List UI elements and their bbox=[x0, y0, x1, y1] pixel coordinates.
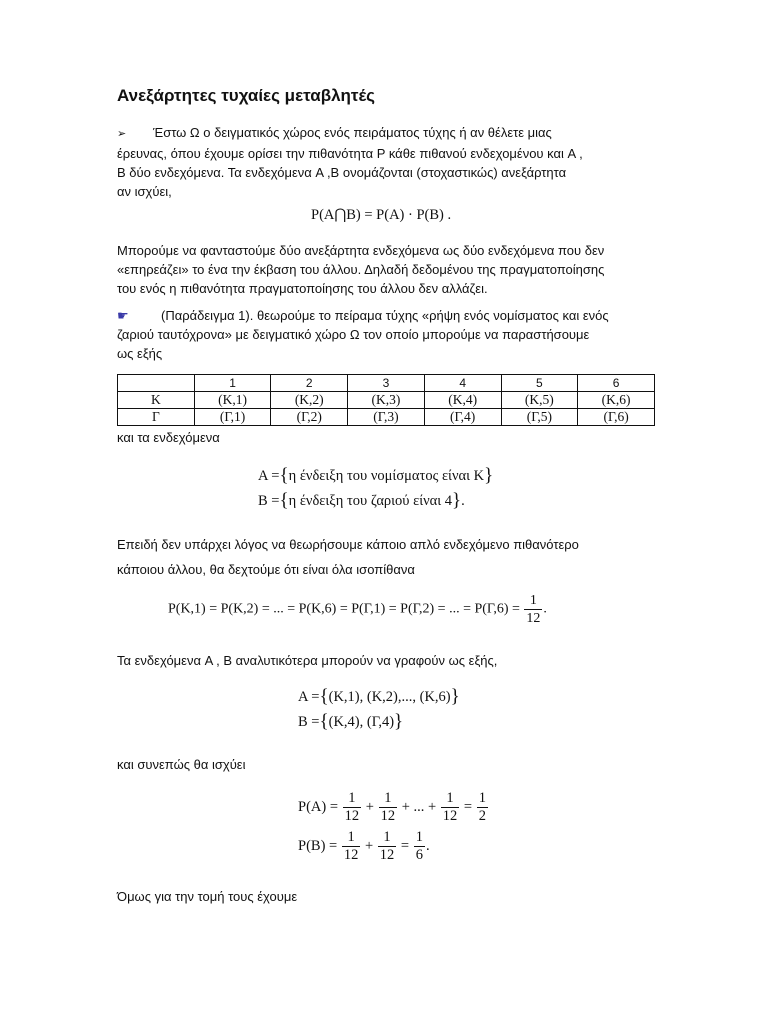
arrow-bullet-icon: ➢ bbox=[117, 128, 127, 140]
left-brace: { bbox=[319, 686, 329, 707]
example-line-1: ☛ (Παράδειγμα 1). θεωρούμε το πείραμα τύχης «ρήψη ενός νομίσματος και ενός bbox=[117, 308, 609, 323]
table-header-cell: 6 bbox=[578, 375, 655, 392]
intro-line-2: έρευνας, όπου έχουμε ορίσει την πιθανότητα P κάθε πιθανού ενδεχομένου και A , bbox=[117, 146, 583, 161]
table-header-cell: 2 bbox=[271, 375, 348, 392]
table-header-cell: 3 bbox=[348, 375, 425, 392]
table-cell: Γ bbox=[118, 409, 195, 426]
table-cell: (Κ,1) bbox=[194, 392, 271, 409]
event-b-definition: B ={η ένδειξη του ζαριού είναι 4}. bbox=[258, 490, 465, 511]
intro-line-4: αν ισχύει, bbox=[117, 184, 172, 199]
prob-a-formula: P(A) = $\frac{1}{12}$ + $\frac{1}{12}$ + ... + $\frac{1}{12}$ = $\frac{1}{2}$ bbox=[298, 790, 486, 824]
closing-text: Όμως για την τομή τους έχουμε bbox=[117, 889, 298, 904]
intuition-line-1: Μπορούμε να φανταστούμε δύο ανεξάρτητα ενδεχόμενα ως δύο ενδεχόμενα που δεν bbox=[117, 243, 605, 258]
table-header-cell: 5 bbox=[501, 375, 578, 392]
table-cell: (Γ,4) bbox=[424, 409, 501, 426]
table-header-row bbox=[118, 375, 655, 392]
intuition-line-3: του ενός η πιθανότητα πραγματοποίησης του άλλου δεν αλλάζει. bbox=[117, 281, 488, 296]
fraction: $\frac{1}{12}$ bbox=[442, 790, 458, 824]
table-cell: (Γ,1) bbox=[194, 409, 271, 426]
table-row bbox=[118, 392, 655, 409]
table-cell: (Κ,4) bbox=[424, 392, 501, 409]
intro-line-1: ➢ Έστω Ω ο δειγματικός χώρος ενός πειράματος τύχης ή αν θέλετε μιας bbox=[117, 123, 654, 144]
table-cell: Κ bbox=[118, 392, 195, 409]
example-paragraph bbox=[117, 306, 654, 363]
event-a-definition: A ={η ένδειξη του νομίσματος είναι Κ} bbox=[258, 465, 494, 486]
fraction: $\frac{1}{12}$ bbox=[379, 829, 395, 863]
intro-line-3: B δύο ενδεχόμενα. Τα ενδεχόμενα A ,B ονομάζονται (στοχαστικώς) ανεξάρτητα bbox=[117, 165, 567, 180]
consequence-text: και συνεπώς θα ισχύει bbox=[117, 757, 246, 772]
table-cell: (Γ,6) bbox=[578, 409, 655, 426]
table-cell: (Κ,3) bbox=[348, 392, 425, 409]
events-detail-intro: Τα ενδεχόμενα A , B αναλυτικότερα μπορούν να γραφούν ως εξής, bbox=[117, 653, 498, 668]
intro-paragraph bbox=[117, 123, 654, 201]
table-cell: (Κ,6) bbox=[578, 392, 655, 409]
fraction: $\frac{1}{12}$ bbox=[343, 829, 359, 863]
formula-independence: P(A⋂B) = P(A) · P(B) . bbox=[311, 207, 452, 223]
table-row bbox=[118, 409, 655, 426]
table-header-cell: 1 bbox=[194, 375, 271, 392]
equiprobable-line-1: Επειδή δεν υπάρχει λόγος να θεωρήσουμε κάποιο απλό ενδεχόμενο πιθανότερο bbox=[117, 537, 579, 552]
left-brace: { bbox=[319, 711, 329, 732]
fraction: $\frac{1}{6}$ bbox=[415, 829, 423, 863]
sample-space-table bbox=[117, 374, 655, 426]
events-intro: και τα ενδεχόμενα bbox=[117, 430, 220, 445]
intuition-paragraph bbox=[117, 241, 654, 298]
table-cell: (Γ,2) bbox=[271, 409, 348, 426]
intuition-line-2: «επηρεάζει» το ένα την έκβαση του άλλου. Δηλαδή δεδομένου της πραγματοποίησης bbox=[117, 262, 605, 277]
right-brace: } bbox=[484, 465, 494, 486]
example-line-2: ζαριού ταυτόχρονα» με δειγματικό χώρο Ω τον οποίο μπορούμε να παραστήσουμε bbox=[117, 327, 590, 342]
table-cell: (Γ,3) bbox=[348, 409, 425, 426]
example-line-3: ως εξής bbox=[117, 346, 163, 361]
right-brace: } bbox=[450, 686, 460, 707]
fraction: $\frac{1}{12}$ bbox=[380, 790, 396, 824]
right-brace: } bbox=[394, 711, 404, 732]
page-title: Ανεξάρτητες τυχαίες μεταβλητές bbox=[117, 86, 376, 105]
set-a: A ={(Κ,1), (Κ,2),..., (Κ,6)} bbox=[298, 686, 460, 707]
table-header-cell bbox=[118, 375, 195, 392]
table-cell: (Κ,2) bbox=[271, 392, 348, 409]
fraction: $\frac{1}{2}$ bbox=[478, 790, 486, 824]
equiprobable-paragraph bbox=[117, 532, 654, 582]
right-brace: } bbox=[452, 490, 462, 511]
fraction: $\frac{1}{12}$ bbox=[344, 790, 360, 824]
table-header-cell: 4 bbox=[424, 375, 501, 392]
prob-b-formula: P(B) = $\frac{1}{12}$ + $\frac{1}{12}$ = $\frac{1}{6}$ . bbox=[298, 829, 430, 863]
left-brace: { bbox=[279, 465, 289, 486]
set-b: B ={(Κ,4), (Γ,4)} bbox=[298, 711, 404, 732]
table-cell: (Γ,5) bbox=[501, 409, 578, 426]
pointing-hand-icon: ☛ bbox=[117, 308, 129, 323]
equiprobable-line-2: κάποιου άλλου, θα δεχτούμε ότι είναι όλα ισοπίθανα bbox=[117, 562, 415, 577]
table-cell: (Κ,5) bbox=[501, 392, 578, 409]
fraction: $\frac{1}{12}$ bbox=[526, 593, 541, 626]
left-brace: { bbox=[279, 490, 289, 511]
formula-equal-probabilities: P(Κ,1) = P(Κ,2) = ... = P(Κ,6) = P(Γ,1) = P(Γ,2) = ... = P(Γ,6) = $\frac{1}{12}$ . bbox=[168, 593, 547, 626]
